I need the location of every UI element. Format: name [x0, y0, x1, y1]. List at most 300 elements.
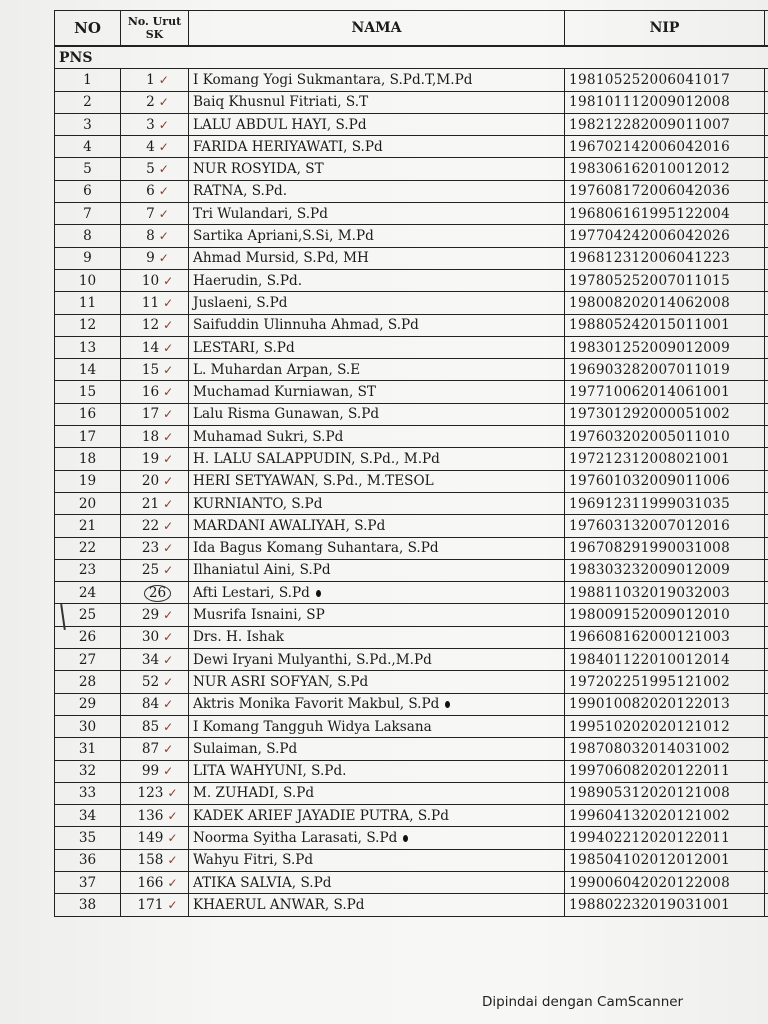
cell-extra [765, 69, 768, 91]
cell-sk [121, 827, 189, 849]
checkmark-icon: ✓ [163, 741, 174, 756]
cell-nama [189, 381, 565, 403]
cell-extra [765, 760, 768, 782]
cell-nama [189, 782, 565, 804]
sk-number: 8 [146, 228, 155, 245]
cell-nama [189, 492, 565, 514]
cell-extra [765, 492, 768, 514]
ink-dot-mark [316, 590, 321, 597]
cell-nip: 196812312006041223 [565, 247, 765, 269]
cell-sk [121, 314, 189, 336]
sk-number: 123 [137, 785, 164, 802]
cell-no: 29 [55, 693, 121, 715]
cell-extra [765, 359, 768, 381]
checkmark-icon: ✓ [163, 429, 174, 444]
checkmark-icon: ✓ [167, 853, 178, 868]
cell-extra [765, 738, 768, 760]
cell-no: 21 [55, 515, 121, 537]
checkmark-icon: ✓ [167, 875, 178, 890]
cell-extra [765, 582, 768, 604]
table-header-row [55, 11, 768, 47]
nama-text: Juslaeni, S.Pd [193, 294, 288, 311]
cell-sk [121, 738, 189, 760]
checkmark-icon: ✓ [163, 719, 174, 734]
cell-sk [121, 403, 189, 425]
cell-no: 8 [55, 225, 121, 247]
checkmark-icon: ✓ [158, 251, 169, 266]
cell-sk [121, 336, 189, 358]
sk-number: 14 [141, 339, 160, 356]
nama-text: Ilhaniatul Aini, S.Pd [193, 562, 331, 579]
table-row [55, 158, 768, 180]
nama-text: H. LALU SALAPPUDIN, S.Pd., M.Pd [193, 450, 440, 467]
nama-text: Sulaiman, S.Pd [193, 740, 298, 757]
cell-no: 19 [55, 470, 121, 492]
cell-no: 30 [55, 715, 121, 737]
nama-text: KURNIANTO, S.Pd [193, 495, 323, 512]
cell-nama [189, 448, 565, 470]
table-row [55, 782, 768, 804]
sk-number: 7 [146, 205, 155, 222]
cell-extra [765, 292, 768, 314]
cell-extra [765, 515, 768, 537]
cell-nama [189, 559, 565, 581]
cell-extra [765, 136, 768, 158]
checkmark-icon: ✓ [163, 674, 174, 689]
nama-text: FARIDA HERIYAWATI, S.Pd [193, 138, 383, 155]
checkmark-icon: ✓ [163, 518, 174, 533]
table-row [55, 671, 768, 693]
cell-no: 6 [55, 180, 121, 202]
cell-extra [765, 849, 768, 871]
sk-number: 158 [137, 852, 164, 869]
checkmark-icon: ✓ [158, 139, 169, 154]
cell-sk [121, 225, 189, 247]
sk-number: 18 [141, 428, 160, 445]
sk-number: 3 [146, 116, 155, 133]
cell-nip: 198212282009011007 [565, 113, 765, 135]
cell-sk [121, 247, 189, 269]
cell-sk [121, 470, 189, 492]
cell-no: 11 [55, 292, 121, 314]
sk-number: 26 [144, 585, 171, 602]
cell-no: 33 [55, 782, 121, 804]
cell-nama [189, 582, 565, 604]
header-nama: NAMA [189, 11, 565, 47]
cell-nama [189, 894, 565, 916]
table-row [55, 314, 768, 336]
cell-extra [765, 470, 768, 492]
nama-text: LITA WAHYUNI, S.Pd. [193, 763, 347, 780]
cell-extra [765, 113, 768, 135]
cell-sk [121, 715, 189, 737]
cell-nama [189, 515, 565, 537]
employee-table [54, 10, 768, 917]
cell-extra [765, 247, 768, 269]
cell-extra [765, 871, 768, 893]
checkmark-icon: ✓ [167, 897, 178, 912]
nama-text: Aktris Monika Favorit Makbul, S.Pd [193, 696, 440, 713]
cell-extra [765, 336, 768, 358]
cell-no: 7 [55, 203, 121, 225]
sk-number: 10 [141, 272, 160, 289]
cell-sk [121, 292, 189, 314]
nama-text: Baiq Khusnul Fitriati, S.T [193, 94, 369, 111]
cell-nama [189, 671, 565, 693]
cell-sk [121, 693, 189, 715]
checkmark-icon: ✓ [167, 808, 178, 823]
cell-extra [765, 649, 768, 671]
cell-no: 38 [55, 894, 121, 916]
cell-nama [189, 247, 565, 269]
table-row [55, 871, 768, 893]
checkmark-icon: ✓ [158, 72, 169, 87]
sk-number: 4 [146, 138, 155, 155]
cell-no: 24 [55, 582, 121, 604]
cell-nip: 197608172006042036 [565, 180, 765, 202]
cell-no: 2 [55, 91, 121, 113]
cell-nama [189, 827, 565, 849]
checkmark-icon: ✓ [163, 407, 174, 422]
table-row [55, 426, 768, 448]
cell-nip: 198101112009012008 [565, 91, 765, 113]
checkmark-icon: ✓ [163, 273, 174, 288]
cell-nama [189, 604, 565, 626]
checkmark-icon: ✓ [163, 608, 174, 623]
cell-no: 27 [55, 649, 121, 671]
sk-number: 29 [141, 607, 160, 624]
cell-nip: 197710062014061001 [565, 381, 765, 403]
cell-nama [189, 403, 565, 425]
cell-nip: 197301292000051002 [565, 403, 765, 425]
cell-extra [765, 537, 768, 559]
table-row [55, 203, 768, 225]
cell-nama [189, 760, 565, 782]
cell-nama [189, 426, 565, 448]
table-row [55, 649, 768, 671]
sk-number: 9 [146, 250, 155, 267]
cell-nip: 198105252006041017 [565, 69, 765, 91]
nama-text: NUR ROSYIDA, ST [193, 161, 324, 178]
cell-extra [765, 693, 768, 715]
sk-number: 23 [141, 540, 160, 557]
cell-nip: 198805242015011001 [565, 314, 765, 336]
sk-number: 99 [141, 763, 160, 780]
cell-nama [189, 136, 565, 158]
sk-number: 17 [141, 406, 160, 423]
checkmark-icon: ✓ [158, 206, 169, 221]
sk-number: 19 [141, 450, 160, 467]
cell-sk [121, 136, 189, 158]
table-row [55, 269, 768, 291]
cell-nama [189, 69, 565, 91]
nama-text: LESTARI, S.Pd [193, 339, 295, 356]
checkmark-icon: ✓ [158, 117, 169, 132]
cell-extra [765, 626, 768, 648]
nama-text: Drs. H. Ishak [193, 629, 284, 646]
cell-extra [765, 827, 768, 849]
nama-text: Noorma Syitha Larasati, S.Pd [193, 830, 398, 847]
checkmark-icon: ✓ [158, 229, 169, 244]
cell-nip: 198802232019031001 [565, 894, 765, 916]
table-row [55, 247, 768, 269]
cell-sk [121, 760, 189, 782]
cell-nip: 197212312008021001 [565, 448, 765, 470]
cell-nip: 197202251995121002 [565, 671, 765, 693]
cell-nip: 196708291990031008 [565, 537, 765, 559]
sk-number: 30 [141, 629, 160, 646]
sk-number: 20 [141, 473, 160, 490]
cell-no: 5 [55, 158, 121, 180]
nama-text: HERI SETYAWAN, S.Pd., M.TESOL [193, 473, 434, 490]
checkmark-icon: ✓ [163, 295, 174, 310]
cell-sk [121, 871, 189, 893]
cell-nama [189, 225, 565, 247]
table-row [55, 738, 768, 760]
nama-text: Sartika Apriani,S.Si, M.Pd [193, 228, 374, 245]
nama-text: Muhamad Sukri, S.Pd [193, 428, 344, 445]
cell-nip: 196912311999031035 [565, 492, 765, 514]
cell-extra [765, 782, 768, 804]
table-row [55, 827, 768, 849]
cell-nip: 198708032014031002 [565, 738, 765, 760]
cell-no: 3 [55, 113, 121, 135]
checkmark-icon: ✓ [163, 451, 174, 466]
table-row [55, 113, 768, 135]
cell-no: 20 [55, 492, 121, 514]
cell-nip: 197704242006042026 [565, 225, 765, 247]
cell-nip: 199010082020122013 [565, 693, 765, 715]
cell-sk [121, 537, 189, 559]
cell-no: 35 [55, 827, 121, 849]
cell-extra [765, 225, 768, 247]
sk-number: 16 [141, 384, 160, 401]
cell-extra [765, 91, 768, 113]
table-row [55, 604, 768, 626]
cell-extra [765, 403, 768, 425]
nama-text: Ahmad Mursid, S.Pd, MH [193, 250, 369, 267]
cell-no: 4 [55, 136, 121, 158]
cell-sk [121, 203, 189, 225]
sk-number: 5 [146, 161, 155, 178]
checkmark-icon: ✓ [163, 563, 174, 578]
cell-no: 17 [55, 426, 121, 448]
cell-extra [765, 604, 768, 626]
cell-sk [121, 671, 189, 693]
sk-number: 11 [141, 294, 160, 311]
table-row [55, 292, 768, 314]
sk-number: 6 [146, 183, 155, 200]
cell-no: 15 [55, 381, 121, 403]
header-sk-line1: No. Urut [127, 15, 182, 28]
cell-nama [189, 336, 565, 358]
sk-number: 1 [146, 71, 155, 88]
table-row [55, 715, 768, 737]
cell-no: 13 [55, 336, 121, 358]
checkmark-icon: ✓ [163, 474, 174, 489]
cell-no: 10 [55, 269, 121, 291]
nama-text: Muchamad Kurniawan, ST [193, 384, 376, 401]
cell-sk [121, 113, 189, 135]
nama-text: Saifuddin Ulinnuha Ahmad, S.Pd [193, 317, 419, 334]
cell-extra [765, 715, 768, 737]
table-row [55, 180, 768, 202]
cell-sk [121, 91, 189, 113]
cell-nama [189, 715, 565, 737]
cell-no: 26 [55, 626, 121, 648]
cell-sk [121, 359, 189, 381]
cell-sk [121, 381, 189, 403]
table-row [55, 470, 768, 492]
cell-extra [765, 426, 768, 448]
ink-dot-mark [445, 701, 450, 708]
cell-extra [765, 448, 768, 470]
sk-number: 12 [141, 317, 160, 334]
nama-text: LALU ABDUL HAYI, S.Pd [193, 116, 367, 133]
cell-nama [189, 292, 565, 314]
cell-nip: 198301252009012009 [565, 336, 765, 358]
cell-nama [189, 158, 565, 180]
cell-no: 22 [55, 537, 121, 559]
cell-extra [765, 894, 768, 916]
table-row [55, 537, 768, 559]
sk-number: 21 [141, 495, 160, 512]
table-row [55, 336, 768, 358]
checkmark-icon: ✓ [158, 184, 169, 199]
table-row [55, 626, 768, 648]
sk-number: 84 [141, 696, 160, 713]
checkmark-icon: ✓ [163, 541, 174, 556]
cell-nip: 197805252007011015 [565, 269, 765, 291]
table-row [55, 359, 768, 381]
cell-nip: 196806161995122004 [565, 203, 765, 225]
cell-nama [189, 359, 565, 381]
cell-sk [121, 515, 189, 537]
table-row [55, 760, 768, 782]
cell-nama [189, 180, 565, 202]
table-row [55, 225, 768, 247]
cell-nip: 197603132007012016 [565, 515, 765, 537]
cell-extra [765, 671, 768, 693]
cell-no: 25 [55, 604, 121, 626]
ink-dot-mark [403, 835, 408, 842]
cell-no: 37 [55, 871, 121, 893]
table-row [55, 849, 768, 871]
checkmark-icon: ✓ [167, 831, 178, 846]
sk-number: 149 [137, 830, 164, 847]
cell-nama [189, 649, 565, 671]
cell-nip: 198009152009012010 [565, 604, 765, 626]
cell-nip: 199510202020121012 [565, 715, 765, 737]
nama-text: Lalu Risma Gunawan, S.Pd [193, 406, 380, 423]
cell-sk [121, 805, 189, 827]
nama-text: Tri Wulandari, S.Pd [193, 205, 328, 222]
nama-text: L. Muhardan Arpan, S.E [193, 361, 361, 378]
cell-sk [121, 492, 189, 514]
cell-nama [189, 537, 565, 559]
checkmark-icon: ✓ [163, 362, 174, 377]
cell-sk [121, 426, 189, 448]
cell-nip: 199706082020122011 [565, 760, 765, 782]
checkmark-icon: ✓ [163, 652, 174, 667]
nama-text: M. ZUHADI, S.Pd [193, 785, 315, 802]
checkmark-icon: ✓ [163, 697, 174, 712]
cell-no: 32 [55, 760, 121, 782]
checkmark-icon: ✓ [158, 95, 169, 110]
table-row [55, 91, 768, 113]
cell-nama [189, 871, 565, 893]
nama-text: RATNA, S.Pd. [193, 183, 288, 200]
cell-nip: 196608162000121003 [565, 626, 765, 648]
checkmark-icon: ✓ [163, 340, 174, 355]
table-row [55, 559, 768, 581]
checkmark-icon: ✓ [163, 318, 174, 333]
sk-number: 87 [141, 740, 160, 757]
nama-text: I Komang Tangguh Widya Laksana [193, 718, 432, 735]
cell-extra [765, 269, 768, 291]
cell-nip: 198008202014062008 [565, 292, 765, 314]
cell-nip: 197601032009011006 [565, 470, 765, 492]
table-row [55, 448, 768, 470]
section-row [55, 46, 768, 69]
cell-nip: 198905312020121008 [565, 782, 765, 804]
cell-no: 28 [55, 671, 121, 693]
cell-no: 1 [55, 69, 121, 91]
table-row [55, 894, 768, 916]
cell-nip: 198306162010012012 [565, 158, 765, 180]
cell-extra [765, 314, 768, 336]
cell-nama [189, 113, 565, 135]
header-sk [121, 11, 189, 47]
sk-number: 136 [137, 807, 164, 824]
cell-nama [189, 470, 565, 492]
nama-text: MARDANI AWALIYAH, S.Pd [193, 517, 386, 534]
cell-extra [765, 805, 768, 827]
cell-sk [121, 180, 189, 202]
cell-nip: 198504102012012001 [565, 849, 765, 871]
cell-nip: 198811032019032003 [565, 582, 765, 604]
cell-nama [189, 626, 565, 648]
cell-nama [189, 314, 565, 336]
cell-sk [121, 582, 189, 604]
table-row [55, 515, 768, 537]
sk-number: 22 [141, 517, 160, 534]
cell-nip: 198401122010012014 [565, 649, 765, 671]
cell-nip: 196903282007011019 [565, 359, 765, 381]
sk-number: 85 [141, 718, 160, 735]
nama-text: Wahyu Fitri, S.Pd [193, 852, 314, 869]
checkmark-icon: ✓ [163, 630, 174, 645]
header-sk-line2: SK [145, 28, 164, 41]
nama-text: ATIKA SALVIA, S.Pd [193, 874, 332, 891]
table-row [55, 492, 768, 514]
cell-extra [765, 381, 768, 403]
cell-sk [121, 649, 189, 671]
nama-text: Ida Bagus Komang Suhantara, S.Pd [193, 540, 439, 557]
camscanner-watermark: Dipindai dengan CamScanner [482, 994, 684, 1010]
cell-extra [765, 559, 768, 581]
checkmark-icon: ✓ [158, 162, 169, 177]
header-no: NO [55, 11, 121, 47]
table-row [55, 381, 768, 403]
cell-sk [121, 604, 189, 626]
cell-nip: 199604132020121002 [565, 805, 765, 827]
cell-nip: 197603202005011010 [565, 426, 765, 448]
cell-sk [121, 782, 189, 804]
cell-no: 31 [55, 738, 121, 760]
cell-nama [189, 269, 565, 291]
cell-no: 34 [55, 805, 121, 827]
